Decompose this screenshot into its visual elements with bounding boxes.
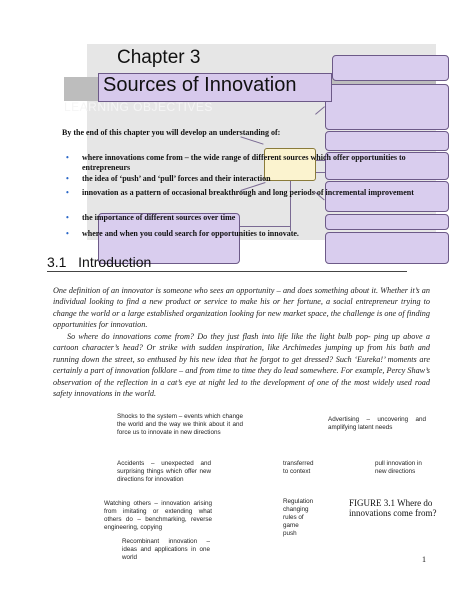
section-heading xyxy=(47,254,151,270)
chapter-title: Sources of Innovation xyxy=(103,74,297,96)
bullet-icon: • xyxy=(66,188,69,197)
chapter-label: Chapter 3 xyxy=(117,47,201,68)
objective-item xyxy=(66,213,427,223)
diagram-box-right-2 xyxy=(325,131,449,151)
objective-text: where and when you could search for opportunities to innovate. xyxy=(82,229,299,238)
body-paragraph: So where do innovations come from? Do they just flash into life like the light bulb pop- ping up above a cartoon character’s head? Or strike with sudden inspiration, like Archimedes jumping up from his bath and running down the street, so enthused by his new idea that he forgot to get dressed? Such ‘Eureka!’ moments are certainly a part of innovation folklore – and from time to time they do lead somewhere. For example, Percy Shaw’s observation of the reflection in a cat’s eye at night led to the development of one of the most widely used road safety innovations in the world. xyxy=(53,332,430,399)
figure-label-recombinant: Recombinant innovation – ideas and applications in one world xyxy=(122,538,210,561)
figure-label-transferred: transferred to context xyxy=(283,460,314,475)
page-number: 1 xyxy=(422,555,426,564)
objective-text: where innovations come from – the wide range of different sources which offer opportunities to entrepreneurs xyxy=(82,153,406,172)
section-divider xyxy=(47,271,407,272)
objectives-heading: LEARNING OBJECTIVES xyxy=(64,100,213,114)
objective-item xyxy=(66,188,427,198)
objective-item xyxy=(66,153,427,173)
bullet-icon: • xyxy=(66,213,69,222)
diagram-box-right-1 xyxy=(325,84,449,130)
figure-label-accidents: Accidents – unexpected and surprising things which offer new directions for innovation xyxy=(117,460,211,483)
objective-text: the idea of ‘push’ and ‘pull’ forces and their interaction xyxy=(82,174,271,183)
diagram-connector xyxy=(290,179,291,231)
section-number: 3.1 xyxy=(47,254,67,270)
figure-caption: FIGURE 3.1 Where do innovations come from? xyxy=(349,498,437,518)
diagram-connector xyxy=(240,226,290,227)
section-title: Introduction xyxy=(78,254,152,270)
objective-text: innovation as a pattern of occasional breakthrough and long periods of incremental improvement xyxy=(82,188,414,197)
diagram-box-top-right xyxy=(332,55,449,81)
figure-label-advertising: Advertising – uncovering and amplifying latent needs xyxy=(328,416,426,431)
objective-item xyxy=(66,229,427,239)
figure-label-regulation: Regulation changing rules of game push xyxy=(283,498,314,537)
bullet-icon: • xyxy=(66,174,69,183)
figure-label-shocks: Shocks to the system – events which change the world and the way we think about it and force us to innovate in new directions xyxy=(117,413,243,436)
objective-item xyxy=(66,174,427,184)
figure-label-pull: pull innovation in new directions xyxy=(375,460,422,475)
objectives-intro: By the end of this chapter you will develop an understanding of: xyxy=(62,128,281,137)
bullet-icon: • xyxy=(66,229,69,238)
body-paragraph: One definition of an innovator is someone who sees an opportunity – and does something about it. Whether it’s an individual looking to find a new product or service to make his or her fortune, a social entrepreneur trying to change the world or a large established organization looking for new market space, the challenge is one of finding opportunities for innovation. xyxy=(53,286,430,330)
bullet-icon: • xyxy=(66,153,69,162)
objective-text: the importance of different sources over time xyxy=(82,213,236,222)
figure-label-watching: Watching others – innovation arising from imitating or extending what others do – benchmarking, reverse engineering, copying xyxy=(104,500,212,531)
